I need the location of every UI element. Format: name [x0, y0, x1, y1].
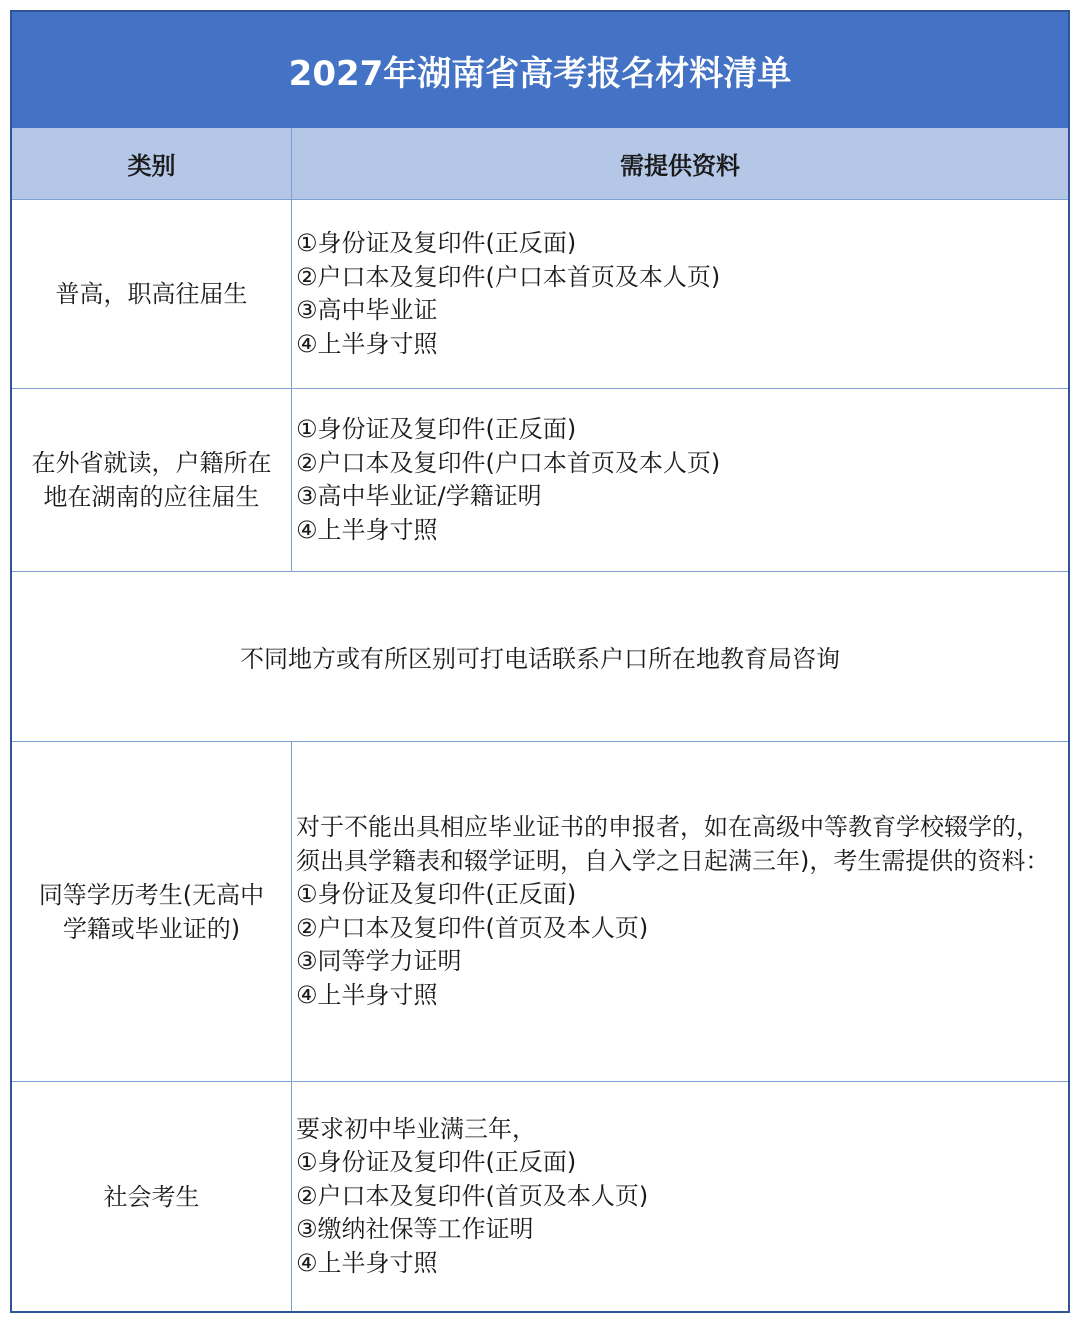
notice-text: 不同地方或有所区别可打电话联系户口所在地教育局咨询 [240, 645, 840, 673]
material-item: ②户口本及复印件(户口本首页及本人页) [296, 448, 721, 477]
material-item: ③高中毕业证 [296, 296, 438, 324]
material-item: ③缴纳社保等工作证明 [296, 1215, 534, 1244]
material-intro: 要求初中毕业满三年， [296, 1114, 536, 1143]
material-item: ④上半身寸照 [296, 329, 438, 358]
category-label: 学籍或毕业证的) [62, 914, 241, 943]
category-label: 普高，职高往届生 [55, 280, 248, 308]
material-item: ③同等学力证明 [296, 947, 462, 975]
category-label: 在外省就读，户籍所在 [31, 449, 272, 477]
materials-cell [292, 389, 1068, 572]
material-item: ④上半身寸照 [296, 980, 438, 1009]
material-item: ②户口本及复印件(首页及本人页) [296, 913, 649, 942]
material-item: ④上半身寸照 [296, 515, 438, 544]
category-cell [12, 200, 292, 389]
category-cell [12, 389, 292, 572]
materials-cell [292, 200, 1068, 389]
header-materials: 需提供资料 [292, 128, 1068, 200]
materials-cell [292, 742, 1068, 1082]
material-intro: 对于不能出具相应毕业证书的申报者，如在高级中等教育学校辍学的，须出具学籍表和辍学证明，自入学之日起满三年)，考生需提供的资料： [296, 813, 1050, 875]
material-item: ②户口本及复印件(户口本首页及本人页) [296, 262, 721, 291]
material-item: ③高中毕业证/学籍证明 [296, 482, 542, 510]
material-item: ②户口本及复印件(首页及本人页) [296, 1181, 649, 1210]
material-item: ①身份证及复印件(正反面) [296, 229, 577, 257]
notice-cell [12, 572, 1068, 742]
category-label: 地在湖南的应往届生 [43, 483, 260, 511]
material-item: ①身份证及复印件(正反面) [296, 415, 577, 443]
category-cell [12, 1082, 292, 1311]
material-item: ①身份证及复印件(正反面) [296, 880, 577, 908]
materials-cell [292, 1082, 1068, 1311]
materials-table [10, 10, 1070, 1313]
material-item: ①身份证及复印件(正反面) [296, 1148, 577, 1177]
header-category: 类别 [12, 128, 292, 200]
category-label: 同等学历考生(无高中 [38, 880, 265, 909]
table-title: 2027年湖南省高考报名材料清单 [12, 12, 1068, 128]
category-cell [12, 742, 292, 1082]
material-item: ④上半身寸照 [296, 1248, 438, 1277]
category-label: 社会考生 [103, 1182, 200, 1211]
